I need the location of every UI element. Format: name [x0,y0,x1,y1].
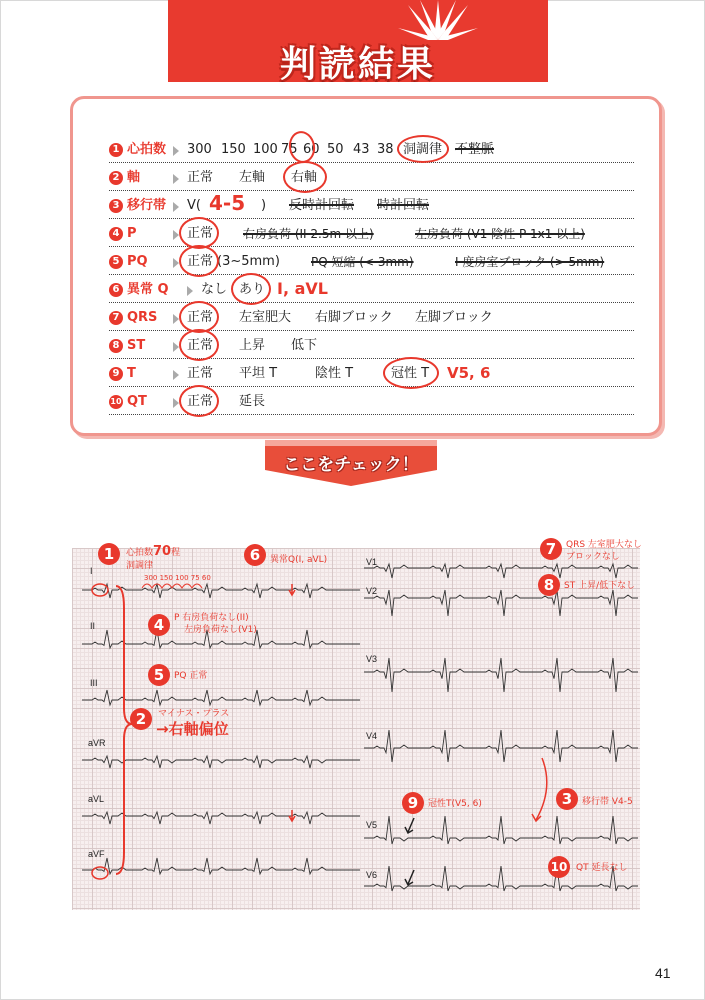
row-transition-zone: 3 移行帯 V( 4-5 ) 反時計回転 時計回転 [109,193,634,219]
annotation-transition: 移行帯 V4-5 [582,797,633,807]
triangle-icon [187,286,193,296]
row-label: 7 QRS [109,305,157,331]
row-t-wave: 9 T 正常 平坦 T 陰性 T 冠性 T V5, 6 [109,361,634,387]
red-brace [116,586,132,874]
selected-option: 洞調律 [403,142,443,157]
annotation-axis-2: →右軸偏位 [156,720,229,738]
badge-7: 7 [540,538,562,560]
row-st: 8 ST 正常 上昇 低下 [109,333,634,359]
struck-option: PQ 短縮 (< 3mm) [311,255,414,269]
handwritten-answer: V5, 6 [447,364,491,382]
ecg-trace-precordial [364,658,638,692]
lead-label: V1 [366,557,378,567]
red-circle-mark [397,135,449,163]
lead-label: I [90,566,93,576]
badge-1: 1 [98,543,120,565]
annotation-abnormal-q: 異常Q(I, aVL) [270,555,328,565]
page-title: 判読結果 [279,44,436,82]
arrow-down-icon [405,870,414,885]
handwritten-answer: 4-5 [209,191,246,215]
triangle-icon [173,174,179,184]
row-label: 9 T [109,361,136,387]
row-label: 1 心拍数 [109,137,166,163]
rate-scale: 300 150 100 75 60 [144,574,211,582]
annotation-p-2: 左房負荷なし(V1) [184,625,257,635]
triangle-icon [173,370,179,380]
struck-option: 左房負荷 (V1 陰性 P 1x1 以上) [415,227,585,241]
badge-9: 9 [402,792,424,814]
ecg-trace-precordial [364,590,638,616]
selected-option: 正常 [187,254,214,269]
badge-8: 8 [538,574,560,596]
row-label: 5 PQ [109,249,148,275]
title-banner [168,0,548,82]
row-axis: 2 軸 正常 左軸 右軸 [109,165,634,191]
selected-option: あり [239,282,266,297]
selected-option: 正常 [187,226,214,241]
triangle-icon [173,202,179,212]
check-banner [265,440,437,486]
annotation-axis-1: マイナス・プラス [158,709,230,719]
row-label: 10 QT [110,394,147,409]
red-circle-mark [92,867,108,879]
selected-option: 正常 [187,310,214,325]
annotation-t: 冠性T(V5, 6) [428,799,482,809]
struck-option: 右房負荷 (II 2.5m 以上) [243,227,374,241]
red-circle-mark [231,273,271,305]
check-title: ここをチェック！ [283,455,419,475]
red-circle-mark [179,385,219,417]
struck-option: 時計回転 [377,198,430,213]
struck-option: I 度房室ブロック (> 5mm) [455,255,605,269]
badge-6: 6 [244,544,266,566]
arrow-down-icon [289,584,295,595]
arrow-curve-icon [532,814,541,821]
annotation-p-1: P 右房負荷なし(II) [174,613,249,623]
row-qt: 10 QT 正常 延長 [109,389,634,415]
rate-arcs [142,584,202,588]
row-label: 4 P [109,221,137,247]
red-circle-mark [179,329,219,361]
row-p-wave [109,221,634,247]
arrow-down-icon [289,810,295,821]
handwritten-answer: I, aVL [277,279,328,298]
triangle-icon [173,146,179,156]
row-abnormal-q: 6 異常 Q なし あり I, aVL [109,277,634,303]
result-box [70,96,662,436]
selected-option: 正常 [187,394,214,409]
row-qrs: 7 QRS 正常 左室肥大 右脚ブロック 左脚ブロック [109,305,634,331]
ecg-trace-precordial [364,730,638,762]
row-label: 8 ST [109,333,145,359]
lead-label: V5 [366,820,378,830]
selected-option: 正常 [187,338,214,353]
annotation-qrs-1: QRS 左室肥大なし [566,540,642,550]
row-heart-rate: 1 心拍数 300 150 100 75 60 50 43 38 洞調律 不整脈 [109,137,634,163]
page-number: 41 [655,965,671,981]
lead-label: V2 [366,586,378,596]
badge-5: 5 [148,664,170,686]
badge-10: 10 [548,856,570,878]
ecg-trace-precordial [364,816,638,844]
red-circle-mark [283,161,327,193]
annotation-pq: PQ 正常 [174,671,208,681]
red-circle-mark [383,357,439,389]
lead-label: III [90,678,98,688]
lead-label: aVR [88,738,106,748]
ecg-trace-precordial [364,564,638,578]
annotation-st: ST 上昇/低下なし [564,581,636,591]
badge-3: 3 [556,788,578,810]
selected-option: 右軸 [291,170,318,185]
annotation-heart-rate: 心拍数70程 [126,544,181,559]
red-circle-mark [179,245,219,277]
annotation-qrs-2: ブロックなし [566,552,620,562]
lead-label: V4 [366,731,378,741]
row-pq: 5 PQ 正常 (3~5mm) PQ 短縮 (< 3mm) I 度房室ブロック (> 5mm) [109,249,634,275]
annotation-rhythm: 洞調律 [126,561,154,571]
lead-label: II [90,621,96,631]
ecg-chart [72,540,642,910]
lead-label: aVF [88,849,105,859]
lead-label: V3 [366,654,378,664]
annotation-qt: QT 延長なし [576,863,628,873]
struck-option: 反時計回転 [289,198,355,213]
lead-label: V6 [366,870,378,880]
arrow-down-icon [405,818,414,833]
arrow-curve-icon [536,758,547,820]
row-label: 3 移行帯 [109,193,166,219]
badge-4: 4 [148,614,170,636]
row-label: 6 異常 Q [109,277,169,303]
struck-option: 不整脈 [455,142,495,157]
selected-option: 冠性 T [391,366,430,381]
row-label: 2 軸 [109,165,140,191]
badge-2: 2 [130,708,152,730]
lead-label: aVL [88,794,105,804]
